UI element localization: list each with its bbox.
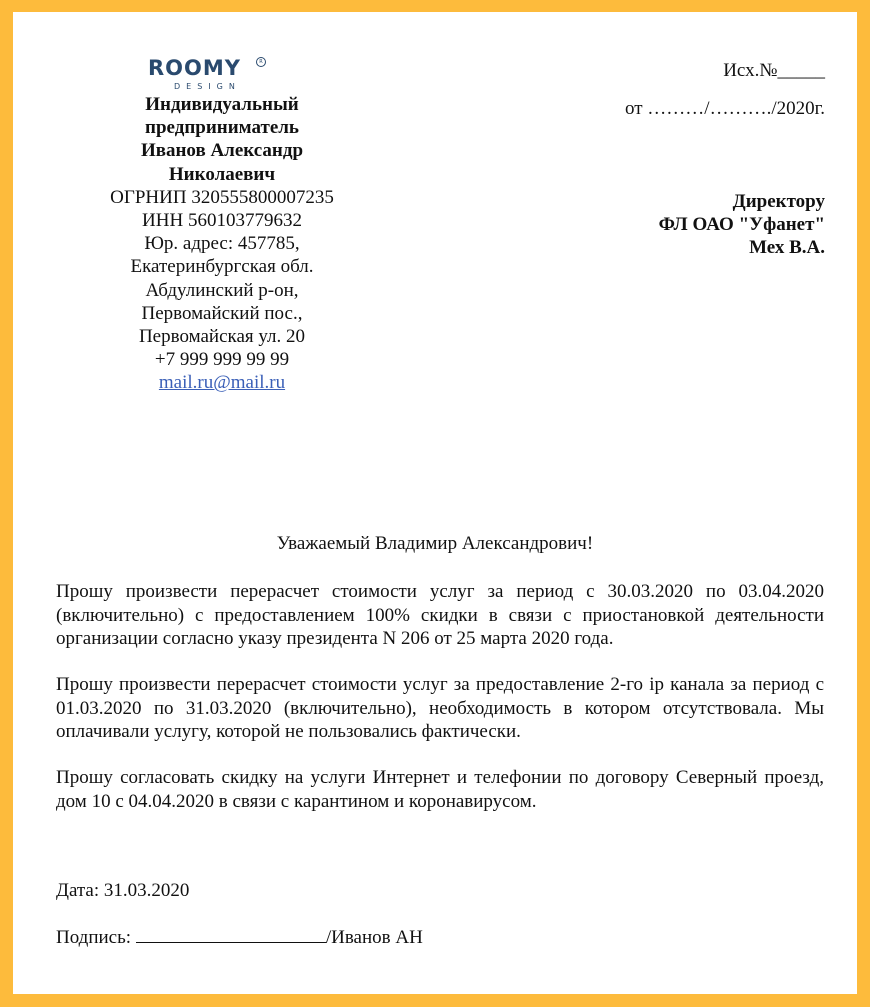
sender-title-line: Иванов Александр bbox=[140, 140, 304, 162]
sender-address-line: Первомайский пос., bbox=[141, 302, 303, 324]
outgoing-date: от ………/………./2020г. bbox=[624, 98, 825, 119]
sender-block bbox=[61, 93, 383, 395]
recipient-line: Директору bbox=[732, 191, 825, 212]
sender-title-line: Николаевич bbox=[168, 163, 276, 185]
paragraph: Прошу произвести перерасчет стоимости услуг за предоставление 2-го ip канала за период с 01.03.2020 по 31.03.2020 (включительно), необходимость в котором отсутствовала. Мы оплачивали услугу, которой не пользовались фактически. bbox=[56, 674, 824, 742]
logo-wordmark: ROOMY bbox=[148, 56, 241, 80]
signature-name: /Иванов АН bbox=[325, 927, 423, 948]
signature-line bbox=[56, 927, 423, 949]
sender-address-line: Юр. адрес: 457785, bbox=[144, 233, 300, 255]
signature-blank bbox=[136, 928, 326, 943]
recipient-line: Мех В.А. bbox=[749, 237, 825, 259]
paragraph: Прошу согласовать скидку на услуги Интернет и телефонии по договору Северный проезд, дом 10 с 04.04.2020 в связи с карантином и коронавирусом. bbox=[56, 767, 824, 812]
sender-title-line: Индивидуальный bbox=[145, 94, 299, 115]
sender-title-line: предприниматель bbox=[145, 117, 299, 139]
greeting: Уважаемый Владимир Александрович! bbox=[276, 533, 594, 554]
letter-page bbox=[13, 12, 857, 994]
sender-address-line: Первомайская ул. 20 bbox=[138, 326, 306, 348]
date-line: Дата: 31.03.2020 bbox=[56, 880, 190, 901]
sender-address-line: Абдулинский р-он, bbox=[145, 279, 299, 301]
sender-inn: ИНН 560103779632 bbox=[142, 210, 302, 232]
sender-phone: +7 999 999 99 99 bbox=[154, 349, 290, 371]
recipient-block bbox=[525, 190, 825, 260]
sender-email-link[interactable]: mail.ru@mail.ru bbox=[158, 372, 286, 394]
outgoing-number: Исх.№_____ bbox=[723, 60, 825, 81]
registered-mark-icon: R bbox=[256, 57, 266, 67]
recipient-line: ФЛ ОАО "Уфанет" bbox=[658, 214, 825, 236]
paragraph: Прошу произвести перерасчет стоимости услуг за период с 30.03.2020 по 03.04.2020 (включительно) с предоставлением 100% скидки в связи с приостановкой деятельности организации согласно указу президента N 206 от 25 марта 2020 года. bbox=[56, 581, 824, 649]
sender-address-line: Екатеринбургская обл. bbox=[130, 256, 314, 278]
sender-ogrnip: ОГРНИП 320555800007235 bbox=[110, 186, 334, 208]
signature-label: Подпись: bbox=[56, 927, 136, 948]
logo-subtitle: DESIGN bbox=[174, 82, 241, 91]
